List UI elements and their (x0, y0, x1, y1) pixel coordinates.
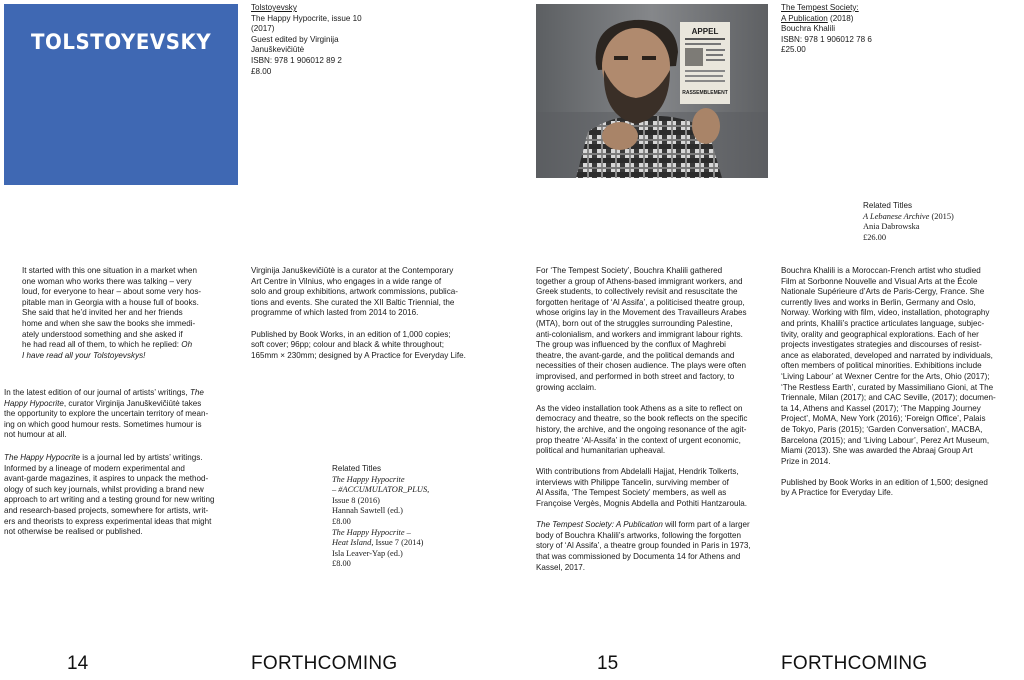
text-line: ‘Living Labour’ at Wexner Centre for the Arts, Ohio (2017); (781, 371, 990, 381)
text-line: 165mm × 230mm; designed by A Practice for Everyday Life. (251, 350, 466, 360)
meta-line: (2017) (251, 24, 275, 34)
text-line: Nationale Supérieure d’Arts de Paris-Cergy, France. She (781, 287, 985, 297)
text-line: tivity, orality and geographical explorations. Each of her (781, 329, 979, 339)
meta-isbn: ISBN: 978 1 906012 78 6 (781, 34, 872, 44)
text-line: I have read all your Tolstoyevskys! (22, 350, 146, 360)
meta-author: Bouchra Khalili (781, 24, 835, 34)
related-item-author: Ania Dabrowska (863, 222, 920, 232)
text-line: de Tokyo, Paris (2015); ‘Garden Conversation’, MACBA, (781, 424, 983, 434)
text-line: Françoise Vergès, Mognis Abdella and Pothiti Hantzaroula. (536, 499, 748, 509)
text-line: body of Bouchra Khalili’s artworks, following the forgotten (536, 530, 742, 540)
publication-details (781, 478, 1013, 499)
text-line: necessities of their chosen audience. The plays were often (536, 361, 746, 371)
text-line: Happy Hypocrite, curator Virginija Januškevičiūtė takes (4, 398, 202, 408)
related-item-editor: Isla Leaver-Yap (ed.) (332, 548, 403, 558)
book-metadata-right (781, 3, 872, 56)
meta-line: Januškevičiūtė (251, 45, 305, 55)
text-line: It started with this one situation in a market when (22, 266, 198, 275)
publication-details (251, 330, 491, 362)
cover-image (4, 4, 238, 185)
text-line: not otherwise be realised or published. (4, 527, 143, 537)
book-title-link[interactable]: Tolstoyevsky (251, 3, 297, 12)
text-line: not humour at all. (4, 430, 67, 440)
related-item-detail: Issue 8 (2016) (332, 495, 380, 505)
text-line: Project’, MoMA, New York (2016); ‘Foreign Office’, Palais (781, 414, 986, 424)
text-line: Prize in 2014. (781, 456, 831, 466)
leaflet-subheading: RASSEMBLEMENT (682, 90, 728, 96)
text-line: Kassel, 2017. (536, 562, 586, 572)
text-line: The Tempest Society: A Publication will form part of a larger (536, 520, 750, 530)
page-number: 15 (597, 653, 619, 674)
text-line: growing acclaim. (536, 382, 597, 392)
curator-bio-column (251, 266, 491, 361)
text-line: (MTA), born out of the struggles surrounding Palestine, (536, 318, 733, 328)
related-item-price: £26.00 (863, 232, 887, 242)
description-paragraph (4, 388, 238, 441)
text-line: ology of such key journals, whilst providing a brand new (4, 484, 204, 494)
text-line: ‘The Restless Earth’, curated by Massimiliano Gioni, at The (781, 382, 994, 392)
text-line: The group was influenced by the conflux of Maghrebi (536, 340, 726, 350)
related-titles-left (332, 464, 429, 570)
text-line: solo and group exhibitions, artwork commissions, publica- (251, 287, 458, 297)
text-line: forgotten heritage of ‘Al Assifa’, a politicised theatre group, (536, 297, 745, 307)
text-line: history, the archive, and the ongoing resonance of the agit- (536, 424, 747, 434)
text-line: he had read all of them, to which he replied: Oh (22, 340, 193, 350)
text-line: democracy and theatre, so the book reflects on the specific (536, 414, 748, 424)
text-line: Film at Sorbonne Nouvelle and Visual Arts at the École (781, 276, 978, 286)
page-number: 14 (67, 653, 89, 674)
text-line: Al Assifa, ‘The Tempest Society’ members, as well as (536, 488, 727, 498)
section-label: FORTHCOMING (251, 653, 398, 674)
related-item-title[interactable]: The Happy Hypocrite – (332, 527, 411, 537)
meta-price: £25.00 (781, 45, 806, 55)
related-item-title-line[interactable]: A Lebanese Archive (2015) (863, 211, 954, 221)
text-line: As the video installation took Athens as a site to reflect on (536, 403, 743, 413)
text-line: Published by Book Works, in an edition of 1,000 copies; (251, 329, 451, 339)
related-heading: Related Titles (332, 464, 382, 473)
text-line: that was commissioned by Documenta 14 for Athens and (536, 552, 741, 562)
related-titles-right (863, 201, 954, 243)
text-paragraph (536, 467, 770, 509)
book-metadata-left (251, 3, 362, 77)
text-paragraph (536, 520, 770, 573)
text-line: avant-garde magazines, it aspires to unpack the method- (4, 474, 209, 484)
related-heading: Related Titles (863, 201, 913, 210)
text-line: political and humanitarian upheaval. (536, 446, 666, 456)
text-line: home and when she saw the books she immedi- (22, 318, 196, 328)
meta-line: The Happy Hypocrite, issue 10 (251, 13, 362, 23)
text-line: prop theatre ‘Al-Assifa’ in the context of urgent economic, (536, 435, 741, 445)
journal-paragraph (4, 453, 238, 538)
text-line: together a group of Athens-based immigrant workers, and (536, 276, 743, 286)
text-line: With contributions from Abdelalli Hajjat, Hendrik Tolkerts, (536, 467, 739, 477)
related-item-editor: Hannah Sawtell (ed.) (332, 506, 403, 516)
text-line: whose origins lay in the Movement des Travailleurs Arabes (536, 308, 747, 318)
text-line: pitable man in Georgia with a house full of books. (22, 297, 199, 307)
artist-bio-column (781, 266, 1013, 499)
text-line: ers and theorists to express experimental ideas that might (4, 516, 212, 526)
artist-bio (781, 266, 1013, 467)
text-line: ing on which good humour rests. Sometimes humour is (4, 419, 202, 429)
text-line: ance as elaborated, developed and narrated by individuals, (781, 350, 993, 360)
text-paragraph (536, 404, 770, 457)
text-line: often members of political minorities. Exhibitions include (781, 361, 982, 371)
text-line: and prints, Khalili’s practice articulates language, subjec- (781, 318, 985, 328)
meta-isbn: ISBN: 978 1 906012 89 2 (251, 55, 342, 65)
text-line: Triennale, Milan (2017); and CAC Seville, (2017); documen- (781, 393, 996, 403)
text-line: tions and events. She curated the XII Baltic Triennial, the (251, 297, 455, 307)
text-line: Greek students, to collectively revisit and resuscitate the (536, 287, 738, 297)
text-line: Virginija Januškevičiūtė is a curator at the Contemporary (251, 266, 454, 275)
text-line: soft cover; 96pp; colour and black & white throughout; (251, 340, 445, 350)
text-line: interviews with Philippe Tancelin, surviving member of (536, 477, 729, 487)
text-line: projects investigates strategies and discourses of resist- (781, 340, 982, 350)
portrait-photo (536, 4, 768, 178)
cover-photo (536, 4, 768, 178)
text-line: and research-based projects, somewhere for artists, writ- (4, 505, 209, 515)
text-line: improvised, and performed in both street and factory, to (536, 371, 735, 381)
text-line: theatre, the avant-garde, and the political demands and (536, 350, 735, 360)
related-item-title-line: Heat Island, Issue 7 (2014) (332, 538, 424, 548)
text-line: currently lives and works in Berlin, Germany and Oslo, (781, 297, 976, 307)
text-line: programme of which lasted from 2014 to 2016. (251, 308, 419, 318)
text-paragraph (536, 266, 770, 393)
related-item-price: £8.00 (332, 516, 351, 526)
text-line: The Happy Hypocrite is a journal led by artists’ writings. (4, 453, 203, 462)
text-line: In the latest edition of our journal of artists’ writings, The (4, 388, 204, 397)
meta-price: £8.00 (251, 66, 272, 76)
project-description-column (536, 266, 770, 573)
text-line: loud, for everyone to hear – about some very hos- (22, 287, 202, 297)
text-line: ately understood something and she asked if (22, 329, 183, 339)
text-line: Art Centre in Vilnius, who engages in a wide range of (251, 276, 442, 286)
text-line: For ‘The Tempest Society’, Bouchra Khalili gathered (536, 266, 723, 275)
book-title-link[interactable]: The Tempest Society: (781, 3, 859, 12)
text-line: Published by Book Works in an edition of 1,500; designed (781, 477, 988, 487)
text-line: Miami (2013). She was awarded the Abraaj Group Art (781, 446, 973, 456)
text-line: story of ‘Al Assifa’, a theatre group founded in Paris in 1973, (536, 541, 751, 551)
book-title-line: A Publication (2018) (781, 13, 854, 23)
intro-paragraph (22, 266, 238, 361)
text-line: the opportunity to explore the uncertain territory of mean- (4, 409, 209, 419)
related-item-title[interactable]: The Happy Hypocrite (332, 474, 405, 484)
text-line: Norway. Working with film, video, installation, photography (781, 308, 990, 318)
text-line: Bouchra Khalili is a Moroccan-French artist who studied (781, 266, 981, 275)
section-label: FORTHCOMING (781, 653, 928, 674)
text-line: She said that he’d invited her and her friends (22, 308, 183, 318)
text-line: Informed by a lineage of modern experimental and (4, 463, 185, 473)
meta-line: Guest edited by Virginija (251, 34, 339, 44)
related-item-title[interactable]: – #ACCUMULATOR_PLUS, (332, 485, 430, 495)
text-line: Barcelona (2015); and ‘Living Labour’, Perez Art Museum, (781, 435, 990, 445)
text-line: by A Practice for Everyday Life. (781, 488, 894, 498)
text-line: one woman who works there was talking – very (22, 276, 192, 286)
leaflet-heading: APPEL (691, 27, 719, 36)
cover-title: TOLSTOYEVSKY (31, 30, 212, 54)
text-line: approach to art writing and a testing ground for new writing (4, 495, 215, 505)
curator-bio (251, 266, 491, 319)
text-line: anti-colonialism, and workers and immigrant labour rights. (536, 329, 743, 339)
related-item-price: £8.00 (332, 559, 351, 569)
text-line: ta 14, Athens and Kassel (2017); ‘The Mapping Journey (781, 403, 981, 413)
